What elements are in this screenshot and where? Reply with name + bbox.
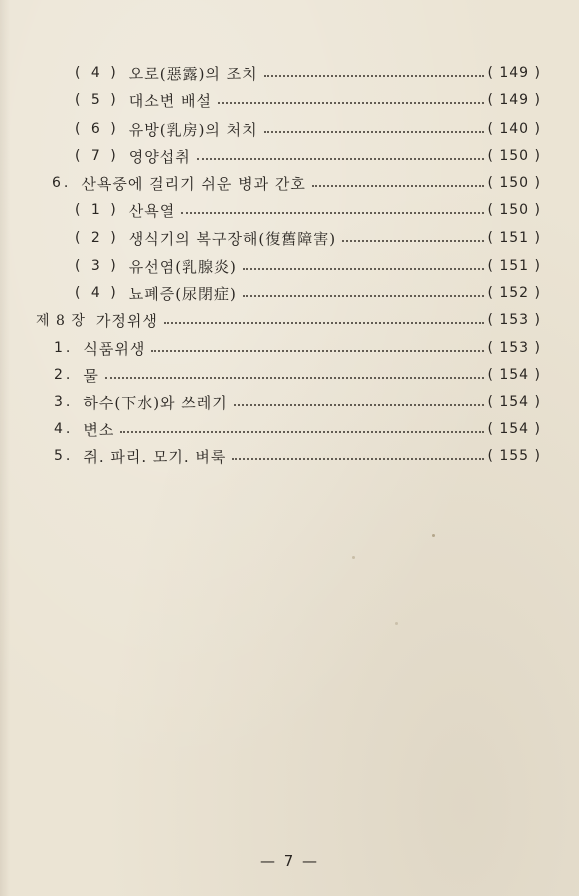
entry-page: ( 151 ) [487,230,541,246]
dot-leader [264,131,485,133]
entry-title: 물 [83,366,99,385]
toc-entry [75,89,541,111]
entry-page: ( 153 ) [487,312,541,328]
dot-leader [264,75,485,77]
dot-leader [232,458,484,460]
dot-leader [181,212,484,214]
toc-entry [75,227,541,249]
paper-speck [395,622,398,625]
toc-entry [54,364,541,386]
toc-entry [75,62,541,84]
entry-page: ( 150 ) [487,175,541,191]
paper-speck [432,534,435,537]
entry-title: 뇨폐증(尿閉症) [128,284,237,303]
toc-entry [75,199,541,221]
entry-number: ( 7 ) [75,148,119,164]
entry-page: ( 152 ) [487,285,541,301]
entry-title: 오로(惡露)의 조치 [128,64,258,83]
entry-title: 생식기의 복구장해(復舊障害) [128,229,337,248]
dot-leader [342,240,484,242]
entry-title: 쥐. 파리. 모기. 벼룩 [83,447,227,466]
entry-page: ( 154 ) [487,394,541,410]
entry-number: ( 5 ) [75,92,119,108]
entry-title: 영양섭취 [128,147,191,166]
entry-page: ( 151 ) [487,258,541,274]
toc-entry [54,445,541,467]
entry-page: ( 140 ) [487,121,541,137]
entry-number: 6. [52,175,72,191]
dot-leader [218,102,485,104]
dot-leader [312,185,485,187]
chapter-number: 제 8 장 [36,313,86,329]
toc-entry [75,145,541,167]
entry-number: 1. [54,340,74,356]
entry-number: ( 2 ) [75,230,119,246]
dot-leader [197,158,485,160]
dot-leader [105,377,485,379]
paper-speck [352,556,355,559]
entry-page: ( 155 ) [487,448,541,464]
toc-entry [54,337,541,359]
entry-page: ( 153 ) [487,340,541,356]
entry-page: ( 149 ) [487,65,541,81]
entry-title: 대소변 배설 [128,91,212,110]
toc-entry [75,282,541,304]
entry-title: 변소 [83,420,115,439]
toc-chapter-entry [36,309,541,331]
page-number: — 7 — [259,852,320,870]
dot-leader [234,404,485,406]
toc-entry [75,255,541,277]
entry-title: 유방(乳房)의 처치 [128,120,258,139]
entry-title: 산욕중에 걸리기 쉬운 병과 간호 [81,174,306,193]
toc-entry [54,391,541,413]
toc-entry [75,118,541,140]
entry-number: ( 3 ) [75,258,119,274]
entry-page: ( 149 ) [487,92,541,108]
entry-title: 하수(下水)와 쓰레기 [83,393,228,412]
dot-leader [120,431,484,433]
entry-number: 5. [54,448,74,464]
entry-number: ( 4 ) [75,285,119,301]
chapter-title: 가정위생 [95,311,158,330]
entry-number: 3. [54,394,74,410]
dot-leader [164,322,485,324]
dot-leader [243,295,485,297]
entry-page: ( 154 ) [487,367,541,383]
entry-title: 산욕열 [128,201,176,220]
toc-entry [52,172,541,194]
toc-entry [54,418,541,440]
dot-leader [151,350,484,352]
entry-number: ( 4 ) [75,65,119,81]
dot-leader [243,268,485,270]
entry-number: 4. [54,421,74,437]
entry-number: ( 6 ) [75,121,119,137]
entry-page: ( 150 ) [487,202,541,218]
entry-page: ( 150 ) [487,148,541,164]
entry-title: 유선염(乳腺炎) [128,257,237,276]
entry-number: ( 1 ) [75,202,119,218]
entry-title: 식품위생 [83,339,146,358]
entry-number: 2. [54,367,74,383]
entry-page: ( 154 ) [487,421,541,437]
